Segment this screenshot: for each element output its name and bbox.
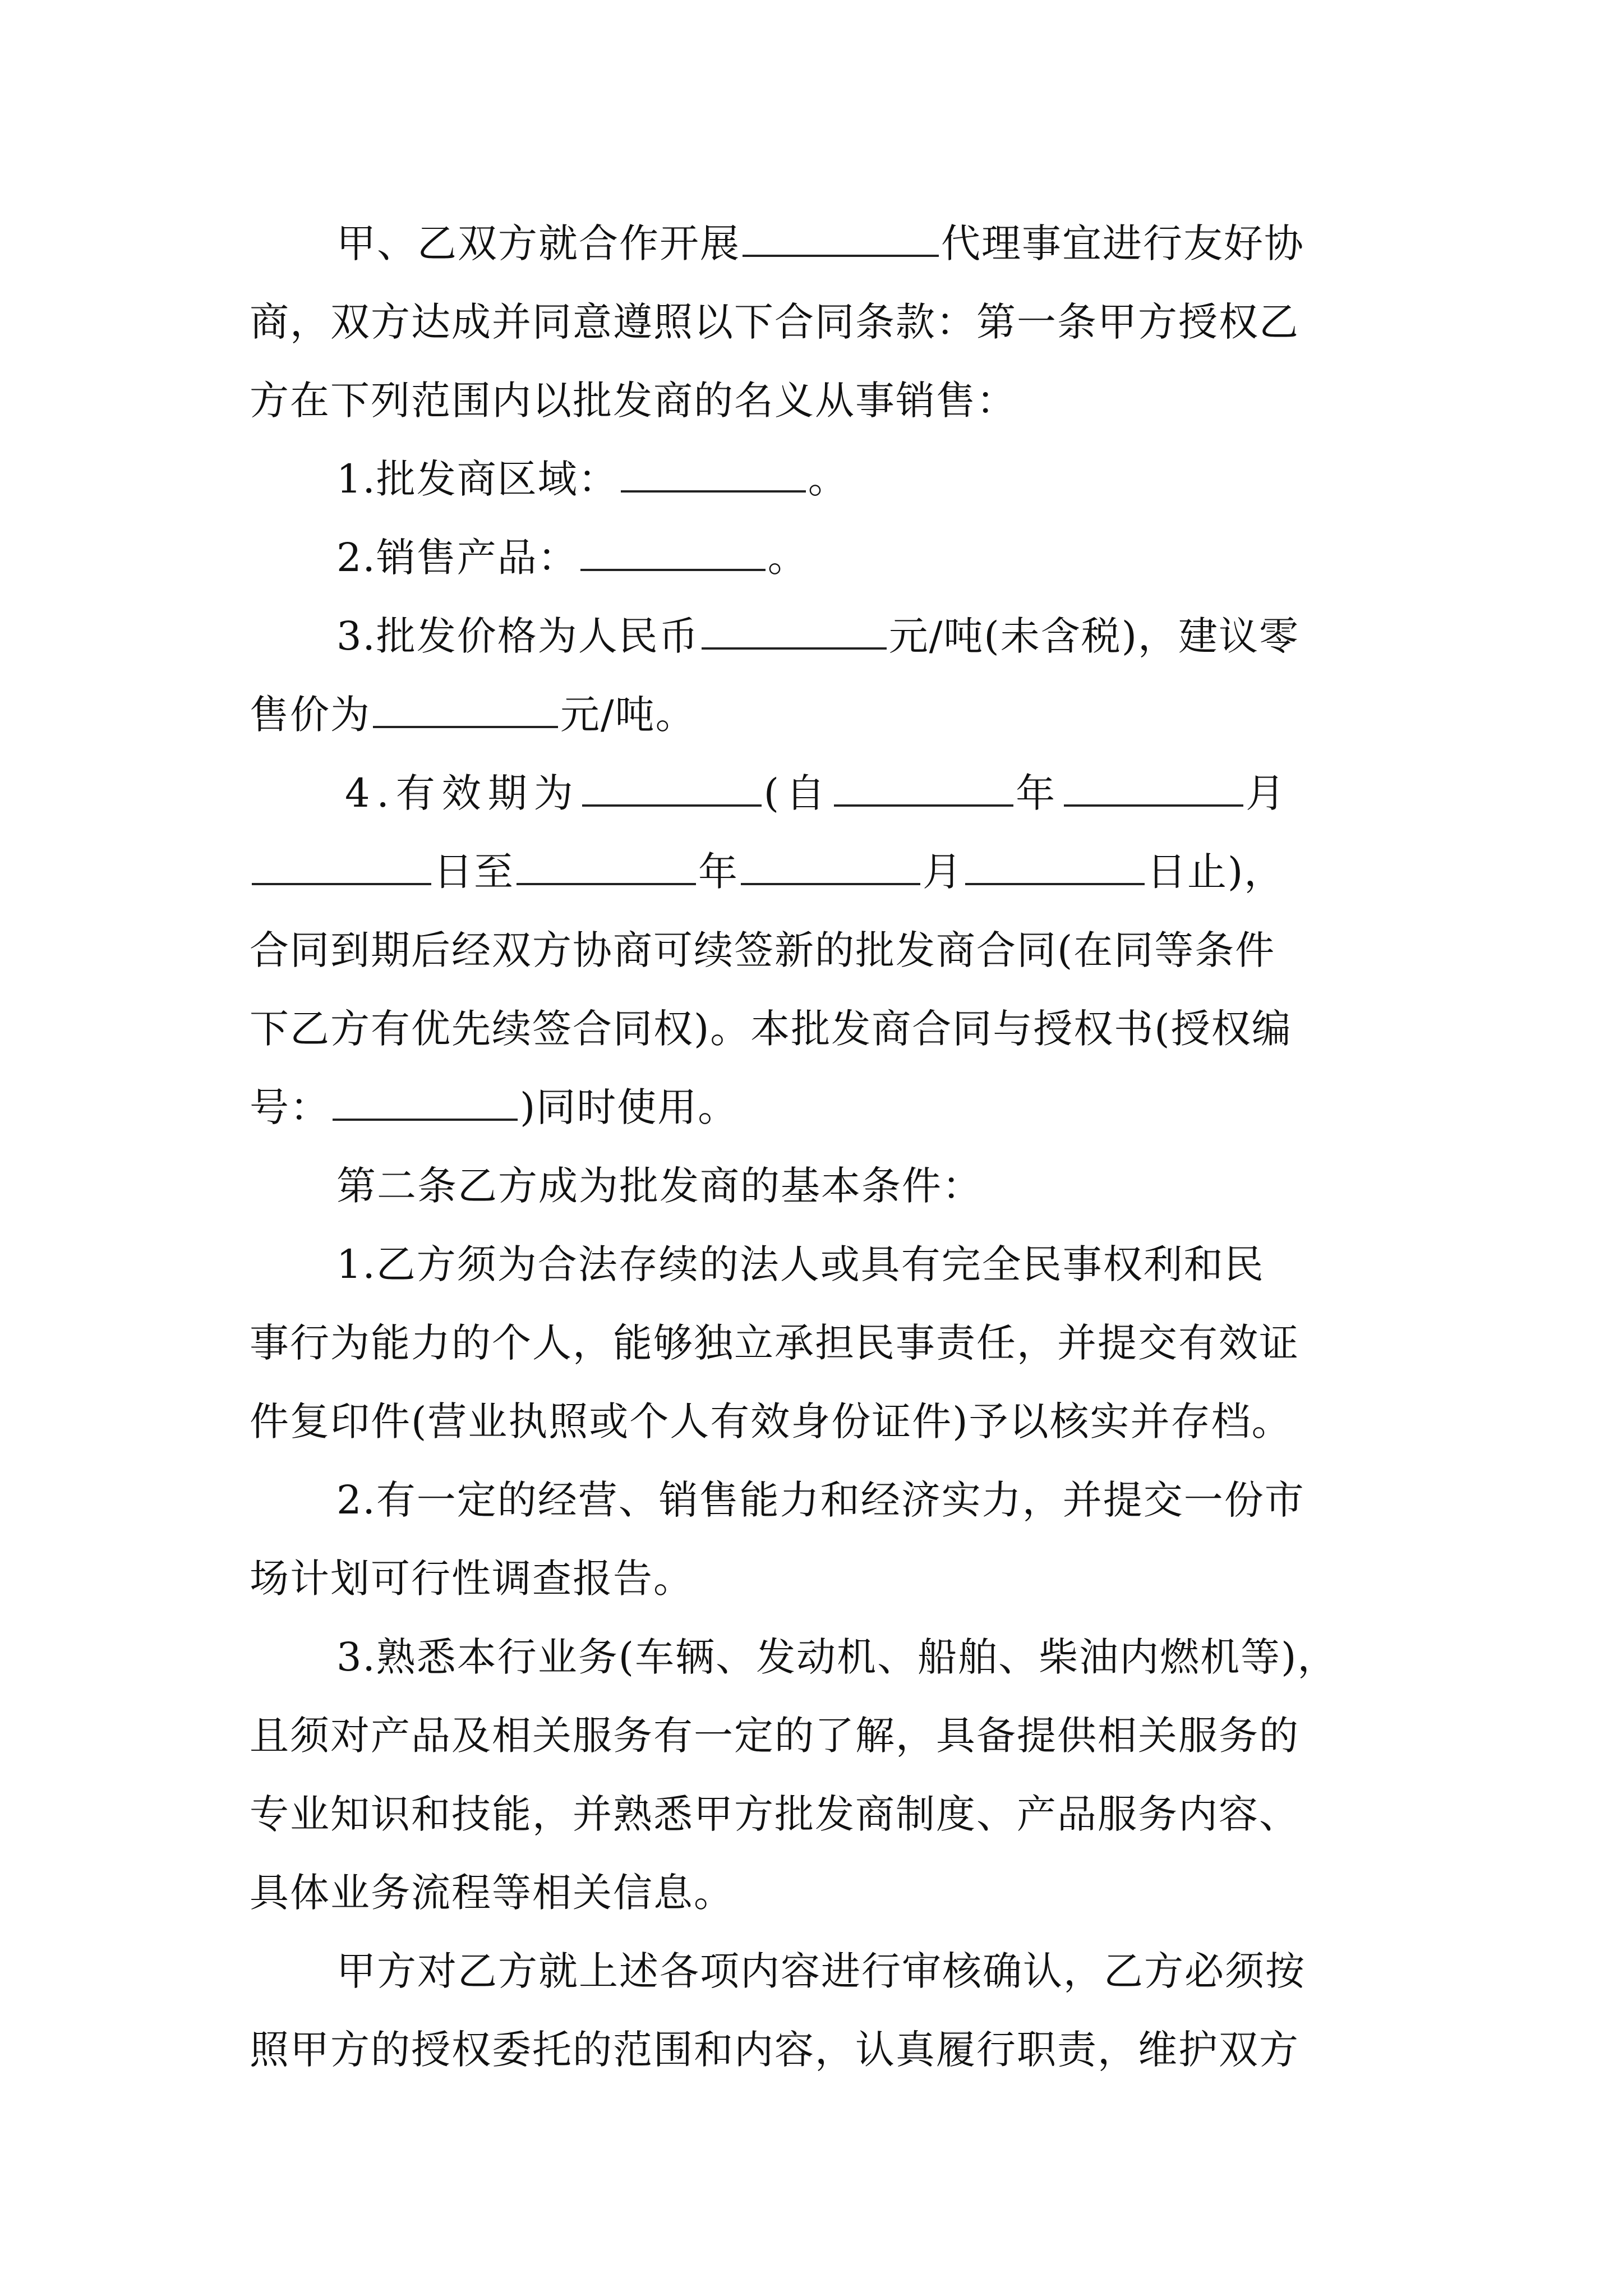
text-segment: 场计划可行性调查报告。 [250, 1556, 694, 1602]
review-paragraph-line-2 [250, 2022, 1394, 2078]
text-segment: (自 [763, 770, 832, 816]
item-price-line-1 [336, 608, 1394, 664]
fill-in-blank [702, 618, 887, 650]
fill-in-blank [517, 854, 696, 885]
item-validity-line-3 [250, 922, 1394, 978]
fill-in-blank [965, 854, 1145, 885]
text-segment: 且须对产品及相关服务有一定的了解，具备提供相关服务的 [250, 1713, 1299, 1759]
condition-2-line-2 [250, 1550, 1394, 1607]
text-segment: 3.批发价格为人民币 [336, 613, 699, 659]
condition-3-line-4 [250, 1865, 1394, 1921]
fill-in-blank [333, 1089, 518, 1121]
condition-1-line-2 [250, 1315, 1394, 1371]
text-segment: 事行为能力的个人，能够独立承担民事责任，并提交有效证 [250, 1320, 1299, 1366]
item-validity-line-1 [345, 765, 1402, 821]
text-segment: 合同到期后经双方协商可续签新的批发商合同(在同等条件 [250, 927, 1276, 973]
text-segment: 。 [767, 535, 808, 581]
text-segment: 商，双方达成并同意遵照以下合同条款：第一条甲方授权乙 [250, 299, 1299, 345]
text-segment: 第二条乙方成为批发商的基本条件： [336, 1163, 983, 1209]
text-segment: 2.销售产品： [336, 535, 578, 581]
text-segment: 年 [698, 849, 739, 895]
condition-1-line-3 [250, 1393, 1394, 1450]
text-segment: 代理事宜进行友好协 [941, 220, 1304, 266]
text-segment: 具体业务流程等相关信息。 [250, 1870, 734, 1916]
fill-in-blank [621, 461, 806, 493]
condition-3-line-3 [250, 1786, 1394, 1842]
text-segment: )同时使用。 [520, 1084, 739, 1130]
text-segment: 2.有一定的经营、销售能力和经济实力，并提交一份市 [336, 1477, 1305, 1523]
text-segment: 号： [250, 1084, 330, 1130]
text-segment: 下乙方有优先续签合同权)。本批发商合同与授权书(授权编 [250, 1006, 1292, 1052]
text-segment: 1.批发商区域： [336, 456, 619, 502]
text-segment: 专业知识和技能，并熟悉甲方批发商制度、产品服务内容、 [250, 1791, 1299, 1837]
item-validity-line-4 [250, 1001, 1394, 1057]
text-segment: 元/吨。 [560, 692, 696, 738]
condition-3-line-1 [336, 1629, 1394, 1685]
text-segment: 甲、乙双方就合作开展 [336, 220, 740, 266]
fill-in-blank [252, 854, 431, 885]
text-segment: 日至 [434, 849, 514, 895]
text-segment: 件复印件(营业执照或个人有效身份证件)予以核实并存档。 [250, 1398, 1292, 1444]
fill-in-blank [1064, 775, 1243, 807]
fill-in-blank [582, 775, 762, 807]
text-segment: 日止)， [1147, 849, 1285, 895]
text-segment: 甲方对乙方就上述各项内容进行审核确认，乙方必须按 [336, 1948, 1306, 1994]
paragraph-intro-line-1 [336, 215, 1394, 272]
fill-in-blank [834, 775, 1013, 807]
article-two-heading [336, 1158, 1394, 1214]
text-segment: 售价为 [250, 692, 371, 738]
fill-in-blank [741, 854, 920, 885]
fill-in-blank [743, 226, 939, 257]
item-price-line-2 [250, 687, 1394, 743]
text-segment: 3.熟悉本行业务(车辆、发动机、船舶、柴油内燃机等)， [336, 1634, 1338, 1680]
item-region [336, 451, 1394, 507]
condition-1-line-1 [336, 1236, 1394, 1292]
fill-in-blank [580, 540, 766, 571]
text-segment: 照甲方的授权委托的范围和内容，认真履行职责，维护双方 [250, 2027, 1299, 2073]
item-validity-line-5 [250, 1079, 1394, 1135]
text-segment: 4.有效期为 [345, 770, 580, 816]
fill-in-blank [373, 697, 558, 728]
item-validity-line-2 [250, 844, 1394, 900]
text-segment: 年 [1016, 770, 1062, 816]
text-segment: 月 [923, 849, 963, 895]
review-paragraph-line-1 [336, 1943, 1394, 1999]
text-segment: 元/吨(未含税)，建议零 [888, 613, 1299, 659]
text-segment: 月 [1246, 770, 1292, 816]
paragraph-intro-line-3 [250, 372, 1394, 429]
text-segment: 方在下列范围内以批发商的名义从事销售： [250, 378, 1017, 424]
text-segment: 。 [808, 456, 849, 502]
condition-3-line-2 [250, 1708, 1394, 1764]
item-products [336, 530, 1394, 586]
paragraph-intro-line-2 [250, 294, 1394, 350]
text-segment: 1.乙方须为合法存续的法人或具有完全民事权利和民 [336, 1241, 1265, 1287]
condition-2-line-1 [336, 1472, 1394, 1528]
